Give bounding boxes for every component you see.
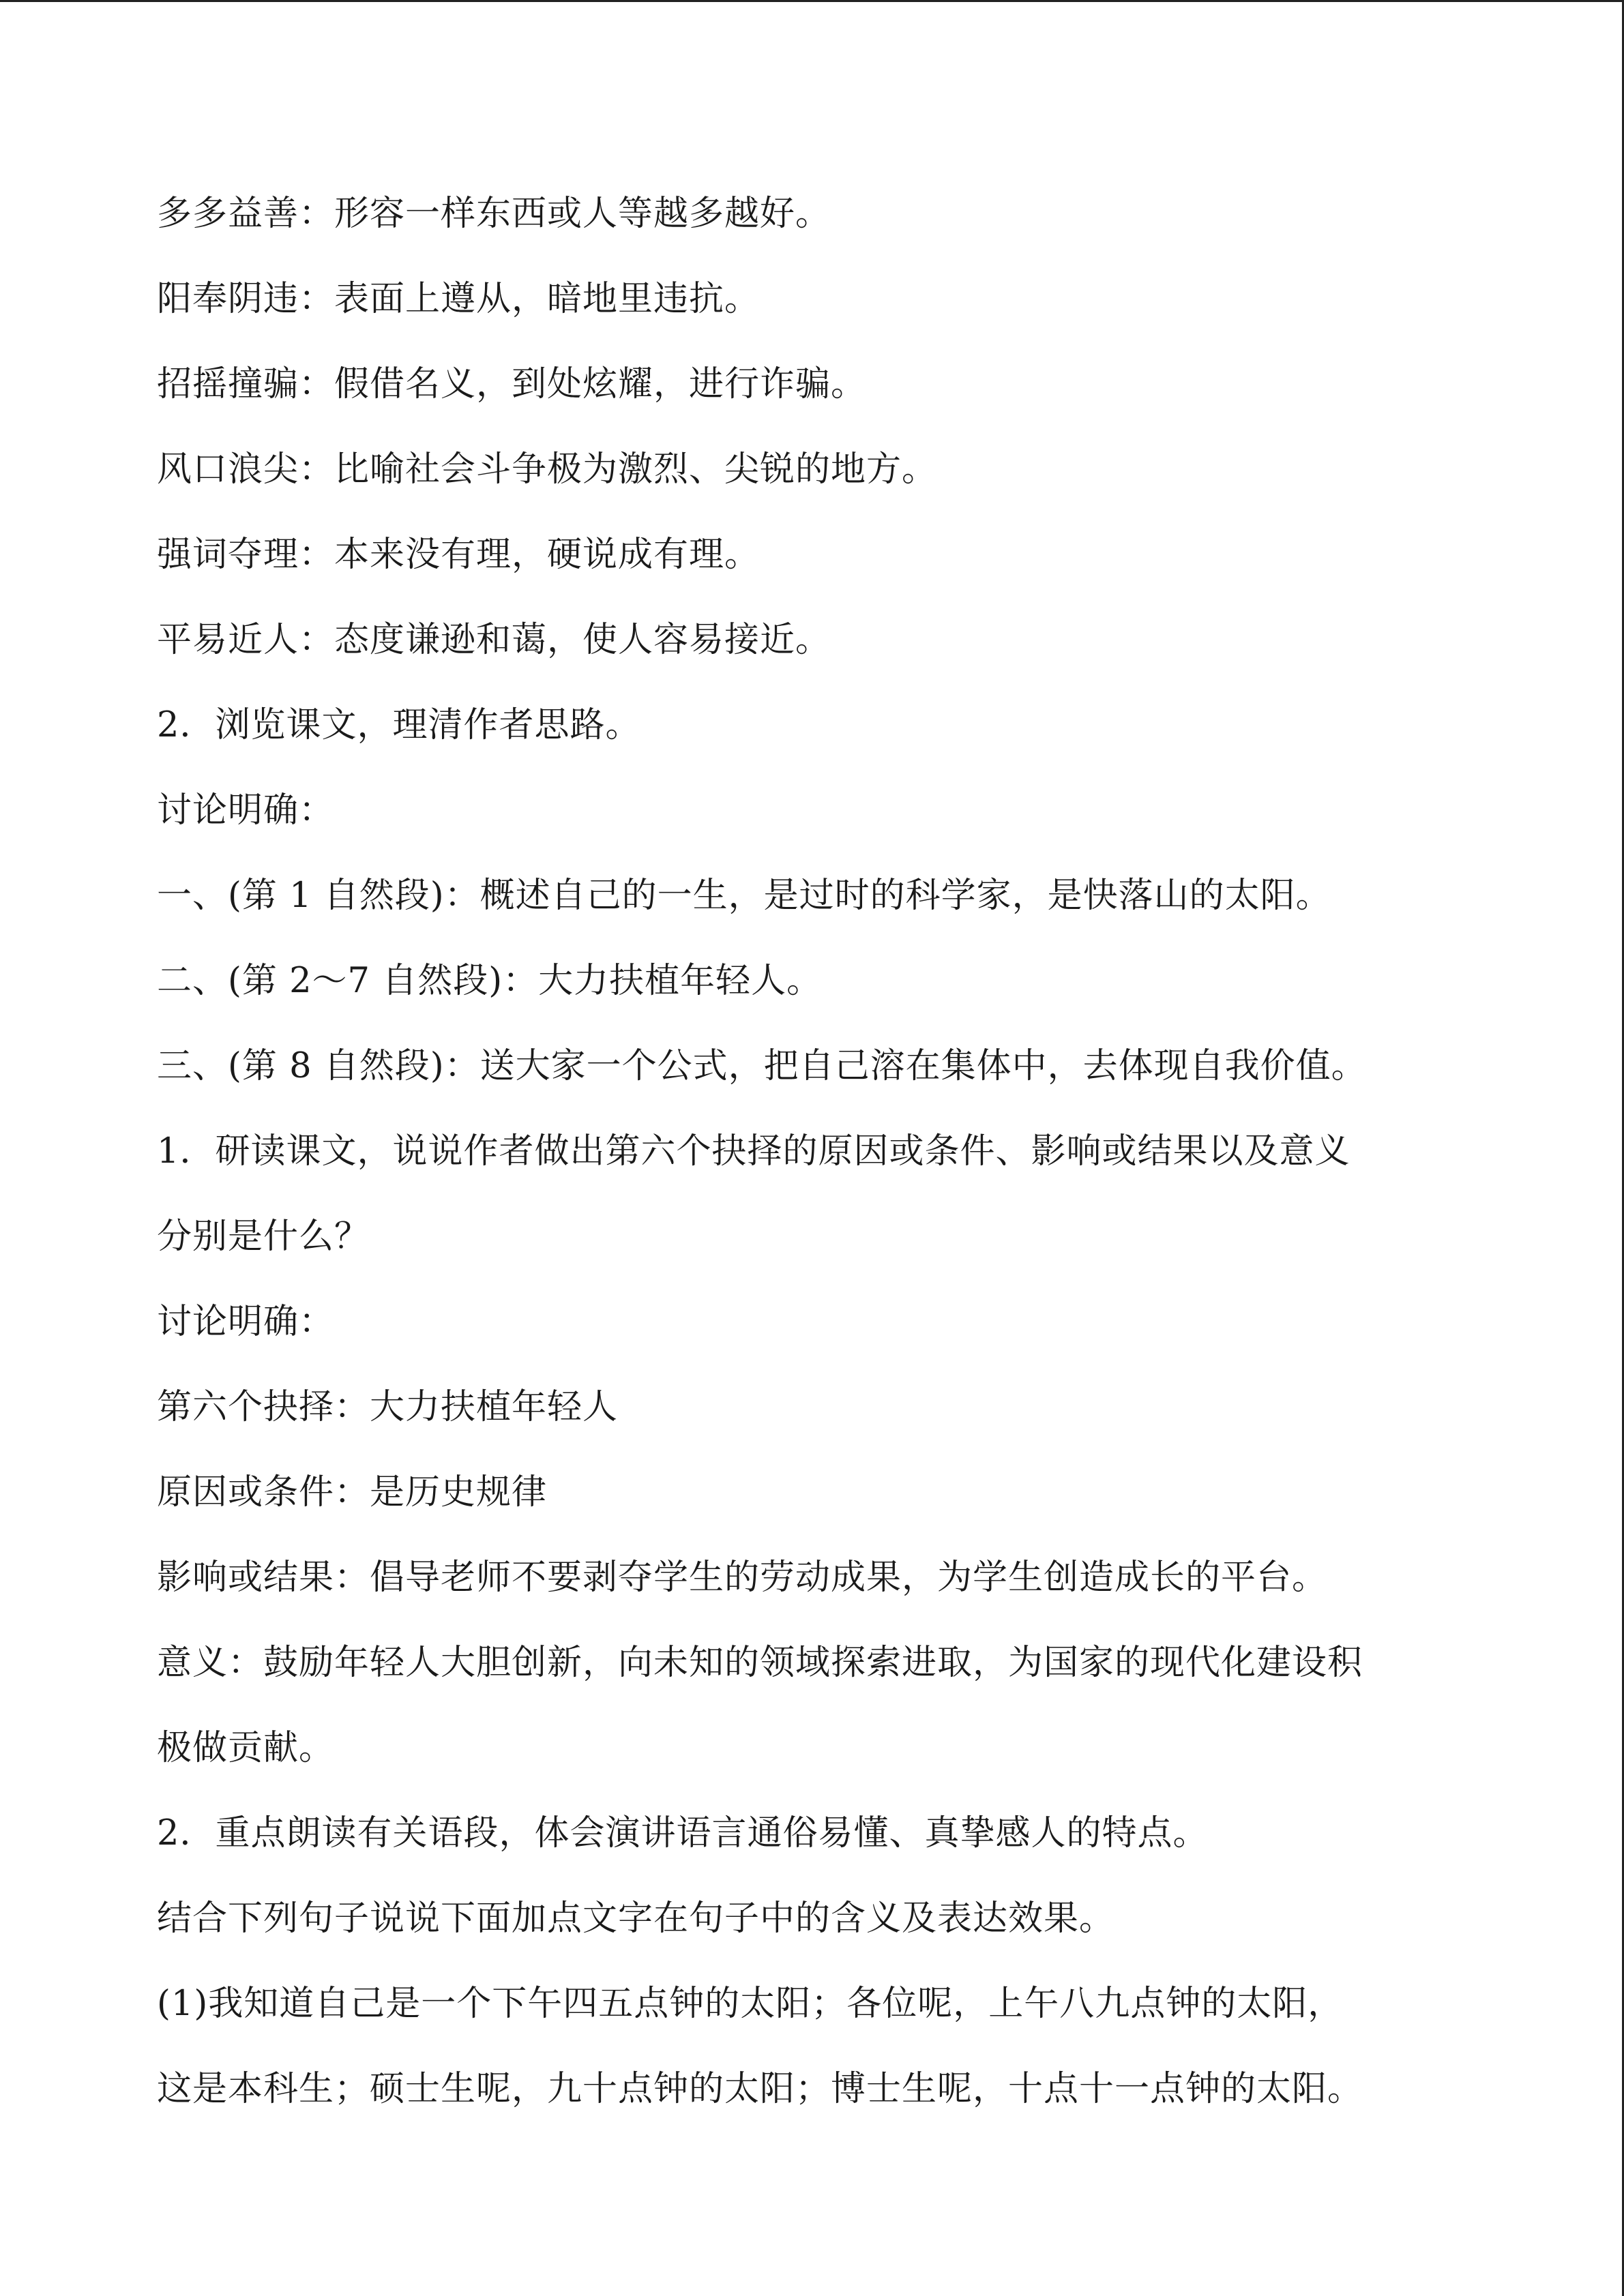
idiom-definition-line: 阳奉阴违：表面上遵从，暗地里违抗。	[157, 279, 761, 319]
example-sentence-continued: 这是本科生；硕士生呢，九十点钟的太阳；博士生呢，十点十一点钟的太阳。	[157, 2069, 1363, 2109]
task-heading: 2．重点朗读有关语段，体会演讲语言通俗易懂、真挚感人的特点。	[157, 1813, 1209, 1853]
idiom-definition-line: 招摇撞骗：假借名义，到处炫耀，进行诈骗。	[157, 364, 867, 404]
idiom-definition-line: 强词夺理：本来没有理，硬说成有理。	[157, 535, 761, 575]
task-heading-continued: 分别是什么？	[157, 1217, 370, 1257]
analysis-line: 原因或条件：是历史规律	[157, 1472, 548, 1512]
task-heading: 1．研读课文，说说作者做出第六个抉择的原因或条件、影响或结果以及意义	[157, 1131, 1350, 1172]
outline-item: 二、(第 2～7 自然段)：大力扶植年轻人。	[157, 961, 823, 1001]
idiom-definition-line: 风口浪尖：比喻社会斗争极为激烈、尖锐的地方。	[157, 449, 938, 490]
task-heading: 2．浏览课文，理清作者思路。	[157, 705, 641, 745]
outline-item: 一、(第 1 自然段)：概述自己的一生，是过时的科学家，是快落山的太阳。	[157, 876, 1331, 916]
discussion-label: 讨论明确：	[157, 790, 335, 831]
idiom-definition-line: 平易近人：态度谦逊和蔼，使人容易接近。	[157, 620, 831, 660]
instruction-line: 结合下列句子说说下面加点文字在句子中的含义及表达效果。	[157, 1898, 1115, 1939]
example-sentence: (1)我知道自己是一个下午四五点钟的太阳；各位呢，上午八九点钟的太阳，	[157, 1984, 1344, 2024]
document-body	[157, 171, 1494, 2132]
analysis-line: 第六个抉择：大力扶植年轻人	[157, 1387, 619, 1427]
analysis-line: 影响或结果：倡导老师不要剥夺学生的劳动成果，为学生创造成长的平台。	[157, 1557, 1328, 1598]
analysis-line-continued: 极做贡献。	[157, 1728, 335, 1768]
discussion-label: 讨论明确：	[157, 1302, 335, 1342]
outline-item: 三、(第 8 自然段)：送大家一个公式，把自己溶在集体中，去体现自我价值。	[157, 1046, 1367, 1086]
analysis-line: 意义：鼓励年轻人大胆创新，向未知的领域探索进取，为国家的现代化建设积	[157, 1643, 1363, 1683]
idiom-definition-line: 多多益善：形容一样东西或人等越多越好。	[157, 194, 831, 234]
